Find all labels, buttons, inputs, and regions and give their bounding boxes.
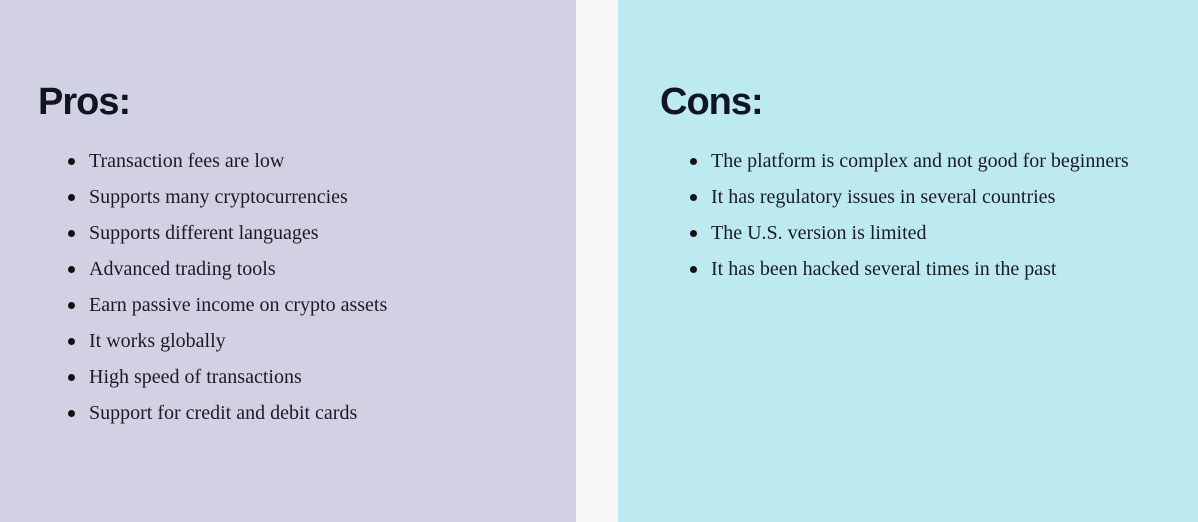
cons-panel — [618, 0, 1198, 522]
bullet-icon — [68, 266, 75, 273]
pros-item-text: Supports different languages — [89, 222, 319, 244]
pros-list-item — [50, 143, 387, 179]
bullet-icon — [690, 158, 697, 165]
pros-item-text: Transaction fees are low — [89, 150, 285, 172]
cons-item-text: The platform is complex and not good for beginners — [711, 150, 1129, 172]
cons-item-text: It has regulatory issues in several countries — [711, 186, 1056, 208]
bullet-icon — [690, 230, 697, 237]
pros-item-text: High speed of transactions — [89, 366, 302, 388]
bullet-icon — [68, 374, 75, 381]
cons-list — [672, 143, 1129, 287]
cons-list-item — [672, 215, 1129, 251]
pros-item-text: Advanced trading tools — [89, 258, 276, 280]
cons-item-text: The U.S. version is limited — [711, 222, 927, 244]
pros-item-text: Supports many cryptocurrencies — [89, 186, 348, 208]
pros-list — [50, 143, 387, 431]
cons-list-item — [672, 251, 1129, 287]
bullet-icon — [68, 338, 75, 345]
bullet-icon — [68, 194, 75, 201]
pros-list-item — [50, 287, 387, 323]
pros-item-text: Support for credit and debit cards — [89, 402, 358, 424]
bullet-icon — [690, 194, 697, 201]
pros-list-item — [50, 215, 387, 251]
pros-item-text: It works globally — [89, 330, 226, 352]
cons-heading: Cons: — [660, 81, 763, 123]
bullet-icon — [68, 410, 75, 417]
bullet-icon — [690, 266, 697, 273]
pros-list-item — [50, 395, 387, 431]
cons-list-item — [672, 143, 1129, 179]
pros-list-item — [50, 359, 387, 395]
pros-panel — [0, 0, 576, 522]
pros-heading: Pros: — [38, 81, 131, 123]
bullet-icon — [68, 158, 75, 165]
pros-list-item — [50, 179, 387, 215]
cons-list-item — [672, 179, 1129, 215]
pros-item-text: Earn passive income on crypto assets — [89, 294, 388, 316]
pros-list-item — [50, 251, 387, 287]
cons-item-text: It has been hacked several times in the past — [711, 258, 1057, 280]
bullet-icon — [68, 302, 75, 309]
bullet-icon — [68, 230, 75, 237]
pros-list-item — [50, 323, 387, 359]
